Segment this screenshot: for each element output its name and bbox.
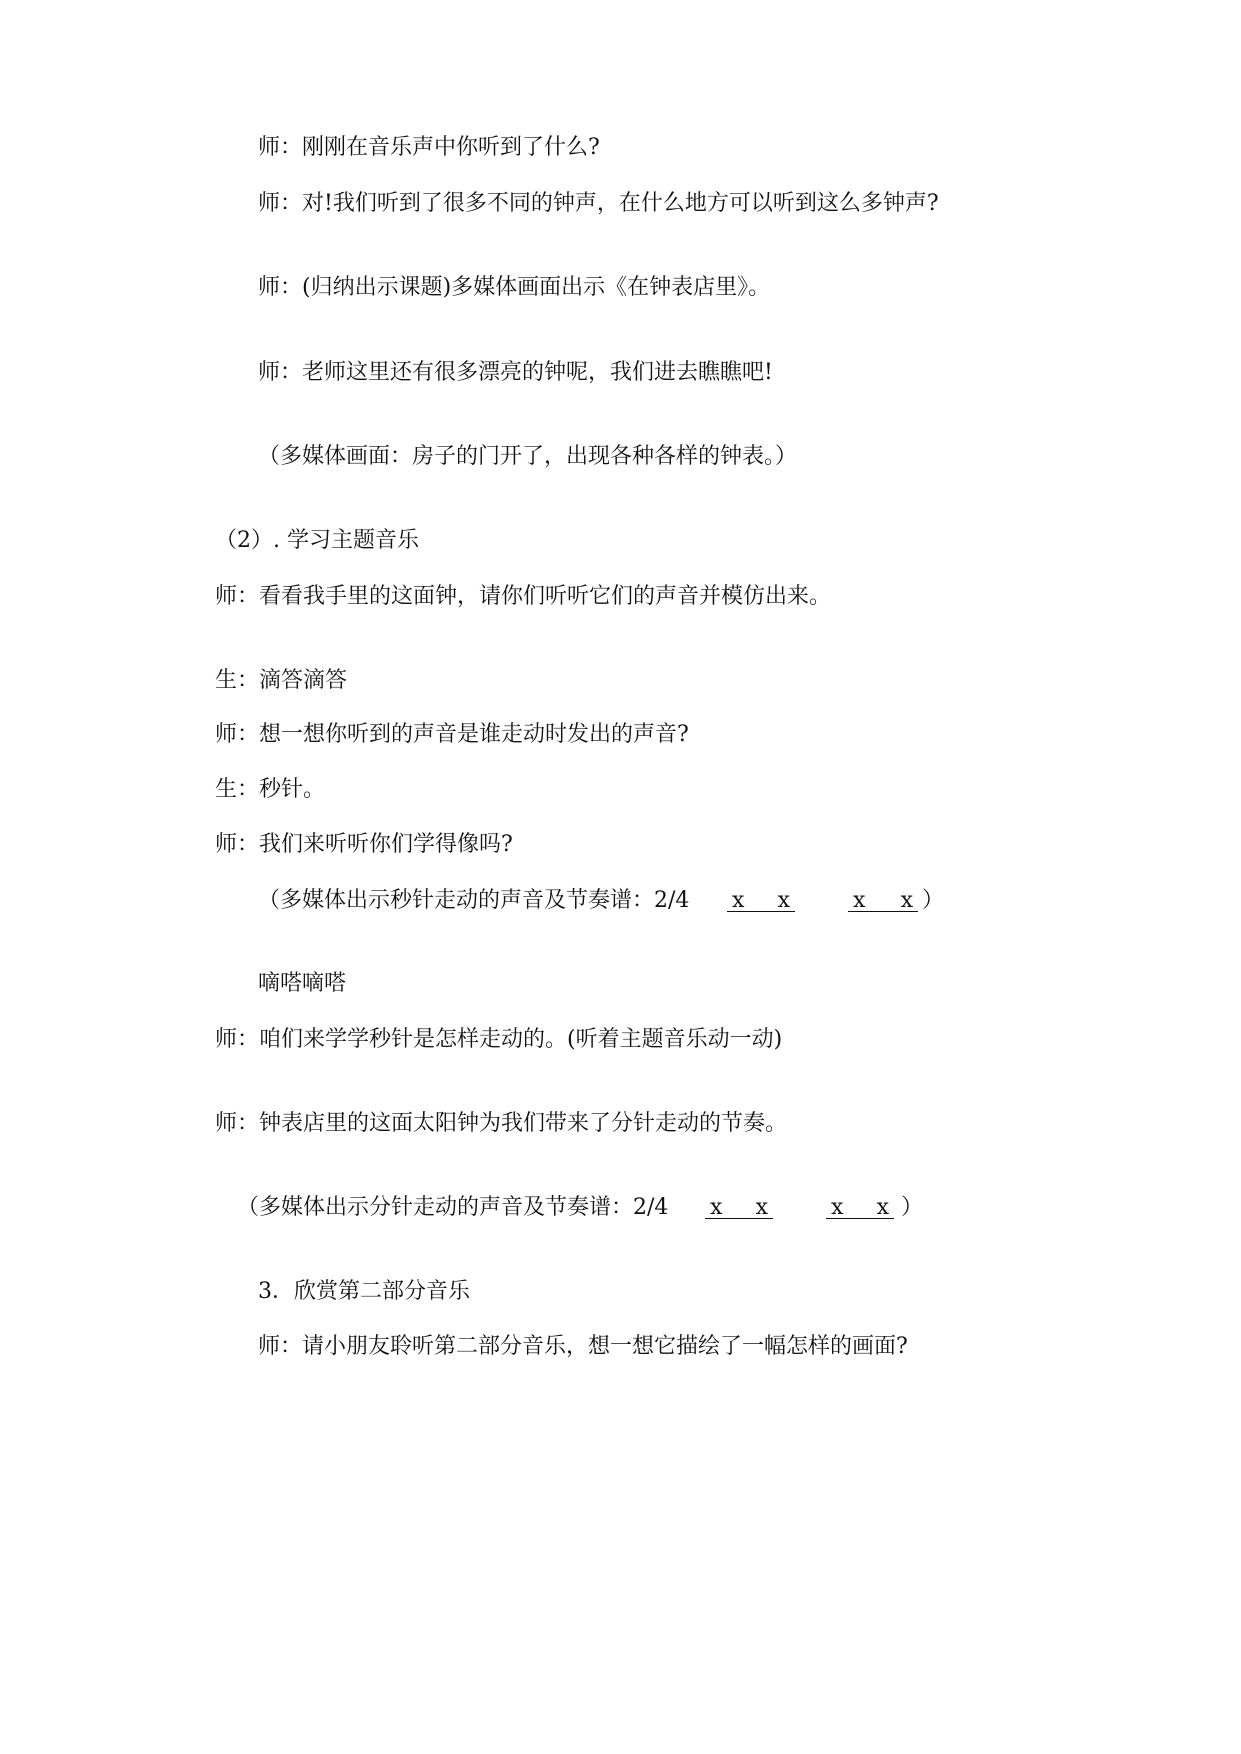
rhythm-note: x — [853, 888, 866, 913]
rhythm-group — [826, 1193, 894, 1219]
dialogue-line: 师：想一想你听到的声音是谁走动时发出的声音? — [215, 722, 689, 747]
rhythm-note: x — [755, 1195, 768, 1220]
rhythm-group — [727, 886, 795, 912]
rhythm-suffix: ） — [901, 1195, 924, 1220]
rhythm-prefix: （多媒体出示分针走动的声音及节奏谱：2/4 — [237, 1195, 669, 1220]
dialogue-line: 师：老师这里还有很多漂亮的钟呢，我们进去瞧瞧吧! — [258, 360, 773, 385]
section-heading: 3．欣赏第二部分音乐 — [258, 1279, 470, 1304]
rhythm-suffix: ） — [922, 888, 945, 913]
rhythm-group — [848, 886, 918, 912]
dialogue-line: 生：滴答滴答 — [215, 668, 348, 693]
section-heading: （2）. 学习主题音乐 — [215, 528, 419, 553]
stage-direction: （多媒体画面：房子的门开了，出现各种各样的钟表。） — [258, 444, 798, 469]
dialogue-line: 师：看看我手里的这面钟，请你们听听它们的声音并模仿出来。 — [215, 584, 832, 609]
dialogue-line: 师：请小朋友聆听第二部分音乐，想一想它描绘了一幅怎样的画面? — [258, 1334, 908, 1359]
dialogue-line: 师：咱们来学学秒针是怎样走动的。(听着主题音乐动一动) — [215, 1027, 783, 1052]
dialogue-line: 师：钟表店里的这面太阳钟为我们带来了分针走动的节奏。 — [215, 1111, 788, 1136]
rhythm-group — [705, 1193, 773, 1219]
rhythm-line-minute-hand — [237, 1193, 997, 1223]
dialogue-line: 师：对!我们听到了很多不同的钟声，在什么地方可以听到这么多钟声? — [258, 191, 939, 216]
onomatopoeia-line: 嘀嗒嘀嗒 — [258, 971, 347, 996]
dialogue-line: 生：秒针。 — [215, 777, 326, 802]
rhythm-prefix: （多媒体出示秒针走动的声音及节奏谱：2/4 — [258, 888, 690, 913]
rhythm-note: x — [876, 1195, 889, 1220]
rhythm-note: x — [900, 888, 913, 913]
rhythm-note: x — [777, 888, 790, 913]
rhythm-line-second-hand — [258, 886, 1018, 916]
dialogue-line: 师：刚刚在音乐声中你听到了什么? — [258, 135, 600, 160]
rhythm-note: x — [710, 1195, 723, 1220]
rhythm-note: x — [831, 1195, 844, 1220]
dialogue-line: 师：(归纳出示课题)多媒体画面出示《在钟表店里》。 — [258, 275, 771, 300]
rhythm-note: x — [732, 888, 745, 913]
dialogue-line: 师：我们来听听你们学得像吗? — [215, 832, 513, 857]
